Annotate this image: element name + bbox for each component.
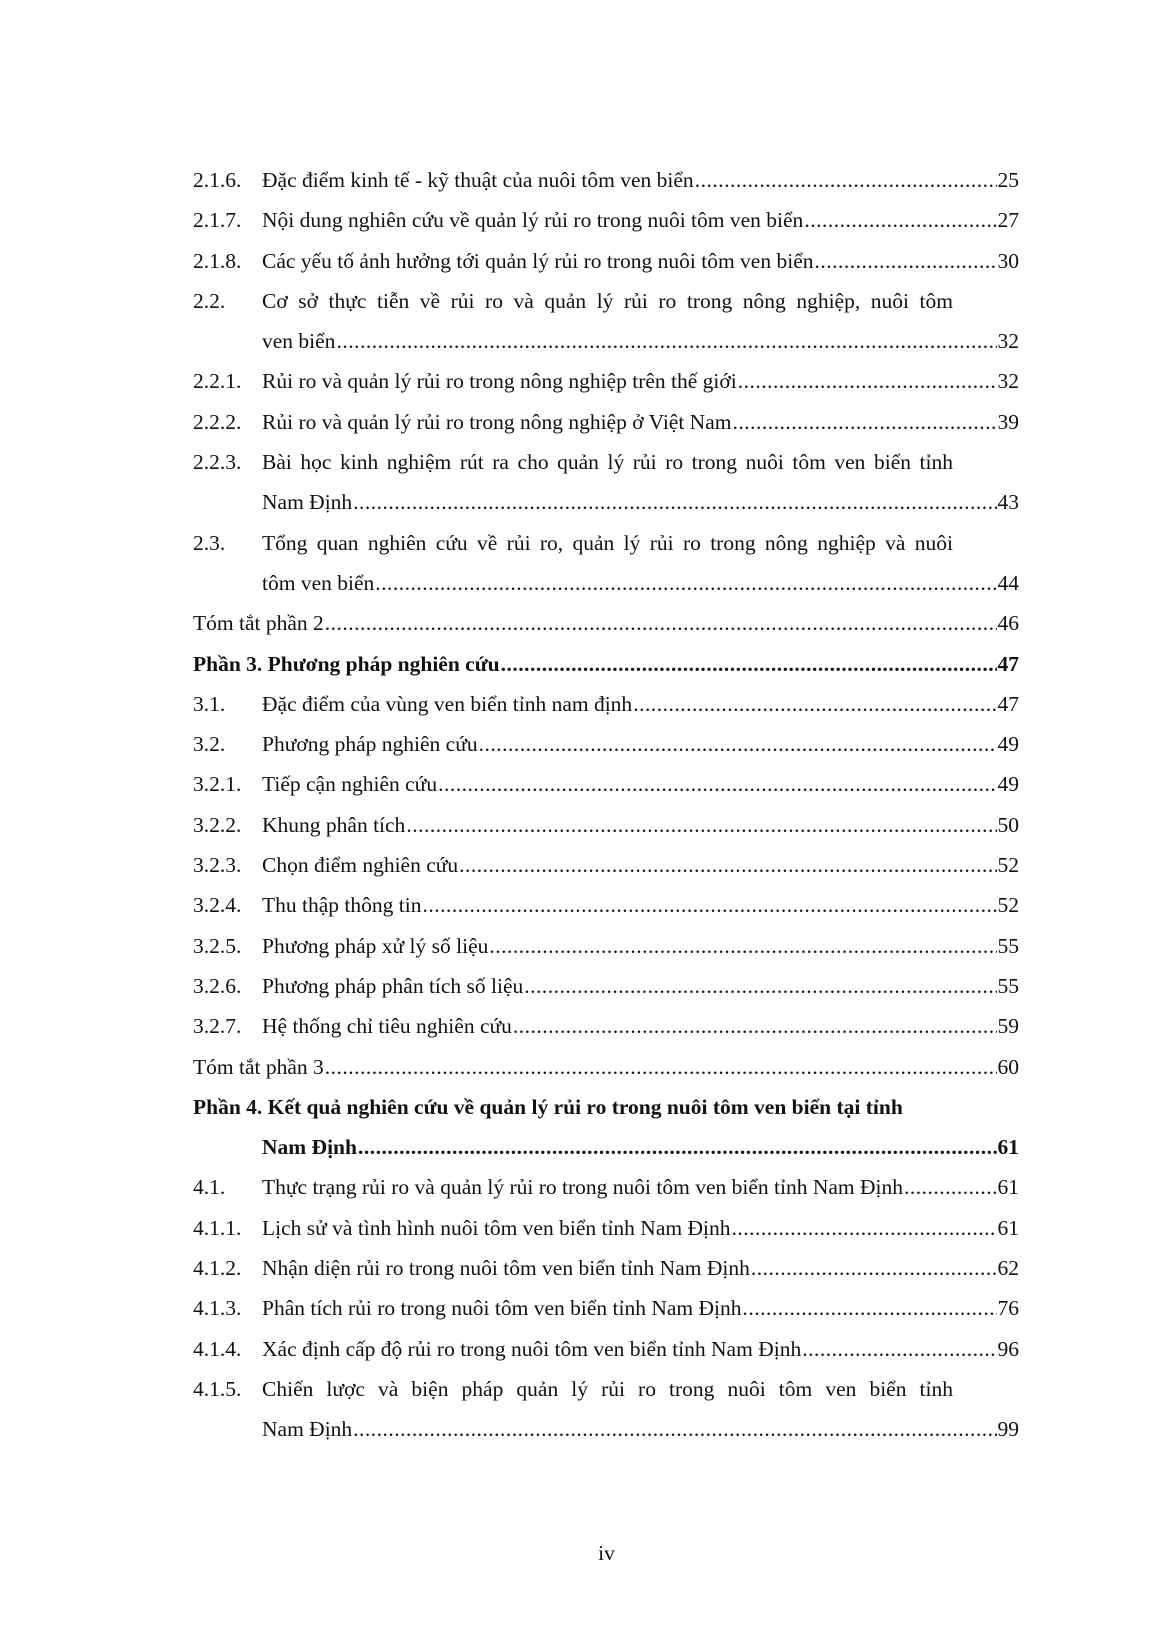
toc-entry-part[interactable] [193,648,1019,688]
entry-number: 2.1.8. [193,248,242,273]
entry-title: Chọn điểm nghiên cứu [262,853,459,878]
entry-page: 96 [997,1336,1019,1361]
toc-entry[interactable] [193,728,1019,768]
entry-page: 52 [997,853,1019,878]
dot-leader [731,1212,996,1244]
entry-page: 43 [997,490,1019,515]
table-of-contents [193,164,1019,1454]
entry-page: 47 [997,651,1019,676]
entry-page: 61 [997,1215,1019,1240]
toc-entry[interactable] [193,970,1019,1010]
entry-title-line1: Bài học kinh nghiệm rút ra cho quản lý rủi ro trong nuôi tôm ven biển tỉnh [262,450,953,475]
entry-title: Phân tích rủi ro trong nuôi tôm ven biển tỉnh Nam Định [262,1296,742,1321]
entry-number: 4.1.2. [193,1256,242,1281]
entry-title-line2: Nam Định [262,1135,357,1160]
entry-page: 44 [997,570,1019,595]
entry-title: Rủi ro và quản lý rủi ro trong nông nghiệp ở Việt Nam [262,409,732,434]
entry-title-line2: ven biển [262,329,336,354]
entry-page: 99 [997,1417,1019,1442]
dot-leader [815,245,997,277]
toc-entry[interactable] [193,285,1019,325]
dot-leader [459,849,996,881]
dot-leader [353,486,996,518]
toc-entry-summary[interactable] [193,1051,1019,1091]
dot-leader [751,1252,997,1284]
entry-number: 3.2.6. [193,973,242,998]
toc-entry[interactable] [193,164,1019,204]
toc-entry[interactable] [193,446,1019,486]
entry-title: Lịch sử và tình hình nuôi tôm ven biển tỉnh Nam Định [262,1215,731,1240]
entry-number: 2.1.7. [193,208,242,233]
entry-page: 61 [997,1175,1019,1200]
dot-leader [336,325,996,357]
entry-page: 76 [997,1296,1019,1321]
dot-leader [804,204,996,236]
toc-entry-part[interactable] [193,1091,1019,1131]
entry-page: 32 [997,369,1019,394]
toc-entry[interactable] [193,245,1019,285]
dot-leader [732,406,996,438]
entry-title-line1: Chiến lược và biện pháp quản lý rủi ro trong nuôi tôm ven biển tỉnh [262,1376,953,1401]
dot-leader [358,1131,997,1163]
entry-title-line2: tôm ven biển [262,570,375,595]
toc-entry[interactable] [193,365,1019,405]
dot-leader [325,1051,997,1083]
entry-title: Xác định cấp độ rủi ro trong nuôi tôm ven biển tỉnh Nam Định [262,1336,802,1361]
entry-title: Nội dung nghiên cứu về quản lý rủi ro trong nuôi tôm ven biển [262,208,804,233]
entry-title-line2: Nam Định [262,1417,353,1442]
entry-title-line2: Nam Định [262,490,353,515]
entry-page: 25 [997,168,1019,192]
toc-entry[interactable] [193,889,1019,929]
entry-number: 4.1. [193,1175,226,1200]
entry-title-line1: Cơ sở thực tiễn về rủi ro và quản lý rủi ro trong nông nghiệp, nuôi tôm [262,288,953,313]
entry-page: 61 [997,1135,1019,1160]
entry-title: Hệ thống chỉ tiêu nghiên cứu [262,1014,512,1039]
toc-entry[interactable] [193,809,1019,849]
dot-leader [406,809,996,841]
dot-leader [501,648,997,680]
entry-page: 55 [997,933,1019,958]
entry-page: 32 [997,329,1019,354]
toc-entry-continuation[interactable] [193,567,1019,607]
entry-page: 49 [997,732,1019,757]
toc-entry[interactable] [193,406,1019,446]
dot-leader [375,567,996,599]
entry-number: 4.1.1. [193,1215,242,1240]
entry-number: 2.1.6. [193,168,242,192]
entry-title: Tóm tắt phần 3 [193,1054,324,1079]
dot-leader [633,688,996,720]
entry-number: 3.2.1. [193,772,242,797]
toc-entry-continuation[interactable] [193,486,1019,526]
dot-leader [513,1010,997,1042]
entry-page: 30 [997,248,1019,273]
toc-entry[interactable] [193,1333,1019,1373]
entry-title: Phương pháp xử lý số liệu [262,933,489,958]
entry-title: Thu thập thông tin [262,893,422,918]
entry-page: 27 [997,208,1019,233]
entry-title: Nhận diện rủi ro trong nuôi tôm ven biển tỉnh Nam Định [262,1256,750,1281]
entry-number: 2.2.3. [193,450,242,475]
entry-title: Khung phân tích [262,812,406,837]
entry-title: Rủi ro và quản lý rủi ro trong nông nghiệp trên thế giới [262,369,737,394]
dot-leader [422,889,996,921]
toc-entry[interactable] [193,1171,1019,1211]
entry-number: 3.2.2. [193,812,242,837]
toc-entry[interactable] [193,849,1019,889]
dot-leader [743,1292,997,1324]
dot-leader [524,970,996,1002]
entry-number: 4.1.3. [193,1296,242,1321]
entry-number: 2.2.1. [193,369,242,394]
entry-title: Phần 3. Phương pháp nghiên cứu [193,651,500,676]
toc-entry[interactable] [193,204,1019,244]
entry-number: 2.2.2. [193,409,242,434]
dot-leader [904,1171,996,1203]
entry-page: 50 [997,812,1019,837]
toc-entry[interactable] [193,688,1019,728]
entry-title: Phương pháp phân tích số liệu [262,973,524,998]
entry-page: 55 [997,973,1019,998]
toc-entry[interactable] [193,527,1019,567]
entry-title: Các yếu tố ảnh hưởng tới quản lý rủi ro trong nuôi tôm ven biển [262,248,814,273]
dot-leader [738,365,997,397]
entry-page: 47 [997,691,1019,716]
entry-number: 4.1.4. [193,1336,242,1361]
toc-entry[interactable] [193,768,1019,808]
entry-number: 3.2. [193,732,226,757]
entry-page: 39 [997,409,1019,434]
entry-page: 59 [997,1014,1019,1039]
entry-number: 4.1.5. [193,1376,242,1401]
entry-number: 3.2.5. [193,933,242,958]
entry-title-line1: Tổng quan nghiên cứu về rủi ro, quản lý rủi ro trong nông nghiệp và nuôi [262,530,953,555]
toc-entry-continuation[interactable] [193,1131,1019,1171]
entry-title: Đặc điểm kinh tế - kỹ thuật của nuôi tôm ven biển [262,168,694,192]
entry-page: 60 [997,1054,1019,1079]
dot-leader [802,1333,996,1365]
entry-title: Phương pháp nghiên cứu [262,732,478,757]
entry-page: 52 [997,893,1019,918]
toc-entry[interactable] [193,1292,1019,1332]
entry-page: 46 [997,611,1019,636]
entry-page: 62 [997,1256,1019,1281]
toc-entry[interactable] [193,1252,1019,1292]
toc-entry[interactable] [193,1212,1019,1252]
entry-number: 3.1. [193,691,226,716]
entry-title: Tóm tắt phần 2 [193,611,324,636]
entry-title-line1: Phần 4. Kết quả nghiên cứu về quản lý rủi ro trong nuôi tôm ven biển tại tỉnh [193,1094,903,1119]
dot-leader [479,728,997,760]
entry-title: Thực trạng rủi ro và quản lý rủi ro trong nuôi tôm ven biển tỉnh Nam Định [262,1175,904,1200]
dot-leader [489,930,996,962]
entry-page: 49 [997,772,1019,797]
entry-number: 3.2.3. [193,853,242,878]
toc-entry[interactable] [193,1373,1019,1413]
toc-entry[interactable] [193,1010,1019,1050]
toc-entry-continuation[interactable] [193,1413,1019,1453]
entry-title: Tiếp cận nghiên cứu [262,772,438,797]
toc-entry[interactable] [193,930,1019,970]
entry-number: 2.2. [193,288,226,313]
dot-leader [438,768,996,800]
entry-number: 3.2.4. [193,893,242,918]
dot-leader [325,607,997,639]
entry-title: Đặc điểm của vùng ven biển tỉnh nam định [262,691,633,716]
entry-number: 3.2.7. [193,1014,242,1039]
page-number: iv [598,1541,615,1565]
dot-leader [695,164,997,196]
toc-entry-summary[interactable] [193,607,1019,647]
toc-entry-continuation[interactable] [193,325,1019,365]
dot-leader [353,1413,996,1445]
entry-number: 2.3. [193,530,226,555]
